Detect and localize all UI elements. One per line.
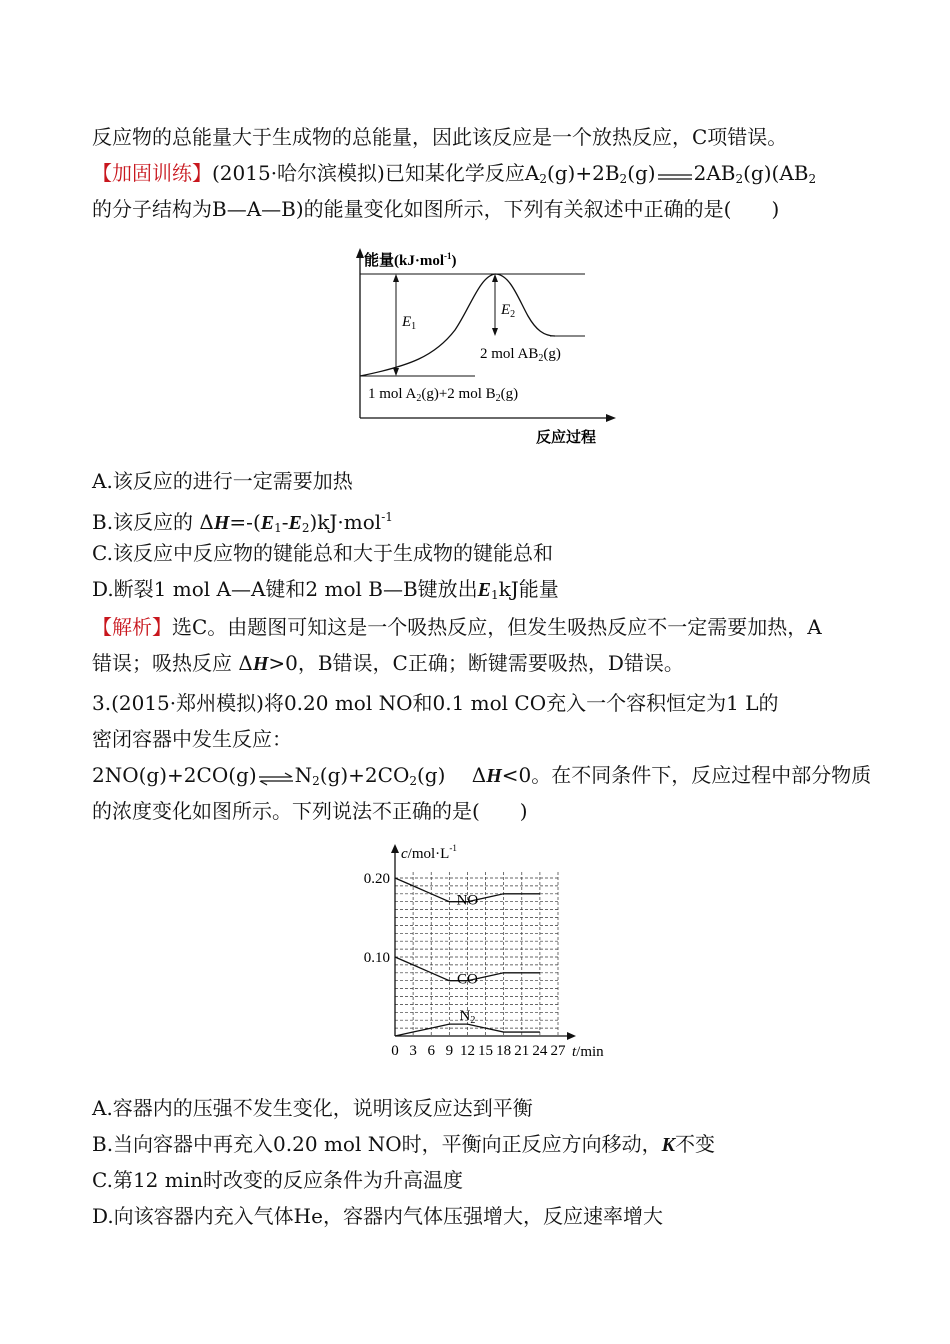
y-tick-label: 0.20 [363, 871, 390, 887]
x-tick-label: 9 [445, 1043, 454, 1059]
concentration-chart [340, 840, 630, 1062]
reaction-process-label: 反应过程 [536, 430, 597, 446]
option-c-q1: C.该反应中反应物的键能总和大于生成物的键能总和 [92, 541, 553, 565]
x-axis-label: t/min [572, 1044, 604, 1060]
x-tick-label: 24 [532, 1043, 548, 1059]
y-axis-label: $c/mol\cdot L^{-1}$ [401, 843, 457, 862]
analysis-line-2: 错误；吸热反应 ΔH>0，B错误，C正确；断键需要吸热，D错误。 [92, 651, 684, 675]
reactant-label: 1 mol $A_2(g)+2$ mol $B_2(g)$ [368, 386, 519, 404]
energy-axis-label: 能量(kJ·mol$^{-1}$) [364, 251, 457, 269]
x-tick-label: 12 [459, 1043, 475, 1059]
option-c-q3: C.第12 min时改变的反应条件为升高温度 [92, 1168, 463, 1192]
concentration-chart-svg [340, 840, 630, 1062]
equals-sign-icon [656, 165, 694, 185]
y-axis-arrow-icon [391, 844, 399, 853]
option-d-q1: D.断裂1 mol A—A键和2 mol B—B键放出$E_1kJ$能量 [92, 577, 559, 602]
option-d-q3: D.向该容器内充入气体He，容器内气体压强增大，反应速率增大 [92, 1204, 663, 1228]
analysis-tag: 【解析】 [92, 615, 172, 639]
equilibrium-arrow-icon [257, 767, 295, 787]
x-tick-label: 18 [496, 1043, 512, 1059]
question-3-line-4: 的浓度变化如图所示。下列说法不正确的是( ) [92, 799, 528, 823]
option-b-q1: B.该反应的 $\Delta H=-(E_1-E_2)kJ\cdot mol^{-1}$ [92, 510, 393, 535]
paragraph-continuation: 反应物的总能量大于生成物的总能量，因此该反应是一个放热反应，C项错误。 [92, 125, 788, 149]
x-tick-label: 21 [514, 1043, 530, 1059]
x-axis-arrow-icon [567, 1032, 576, 1040]
series-label-co: CO [457, 971, 478, 988]
option-a-q3: A.容器内的压强不发生变化，说明该反应达到平衡 [92, 1096, 533, 1120]
e1-label: $E_1$ [402, 314, 417, 332]
product-label: 2 mol $AB_2(g)$ [480, 346, 561, 364]
reinforce-tag: 【加固训练】 [92, 161, 212, 185]
x-tick-label: 6 [427, 1043, 435, 1059]
question-3-line-1: 3.(2015·郑州模拟)将0.20 mol NO和0.1 mol CO充入一个容积恒定为1 L的 [92, 691, 779, 715]
x-tick-label: 15 [478, 1043, 494, 1059]
x-tick-label: 27 [550, 1043, 566, 1059]
question-intro-line-2: 的分子结构为B—A—B)的能量变化如图所示，下列有关叙述中正确的是( ) [92, 197, 780, 221]
energy-diagram [340, 238, 640, 460]
series-label-no: NO [456, 892, 479, 909]
analysis-line-1: 【解析】选C。由题图可知这是一个吸热反应，但发生吸热反应不一定需要加热，A [92, 615, 822, 639]
y-tick-label: 0.10 [363, 950, 390, 966]
option-a-q1: A.该反应的进行一定需要加热 [92, 469, 353, 493]
question-intro-line-1: 【加固训练】(2015·哈尔滨模拟)已知某化学反应$A_2(g)+2B_2(g)$ $2AB_2(g)(AB_2$ [92, 161, 817, 186]
question-3-line-3: 2NO(g)+2CO(g) $N_2(g)+2CO_2(g)$ ΔH<0。在不同条件下，反应过程中部分物质 [92, 763, 872, 788]
x-tick-label: 0 [391, 1043, 399, 1059]
series-label-n2: $N_2$ [459, 1008, 476, 1027]
x-tick-label: 3 [409, 1043, 417, 1059]
question-3-line-2: 密闭容器中发生反应： [92, 727, 292, 751]
option-b-q3: B.当向容器中再充入0.20 mol NO时，平衡向正反应方向移动，K不变 [92, 1132, 715, 1156]
e2-label: $E_2$ [501, 302, 516, 320]
